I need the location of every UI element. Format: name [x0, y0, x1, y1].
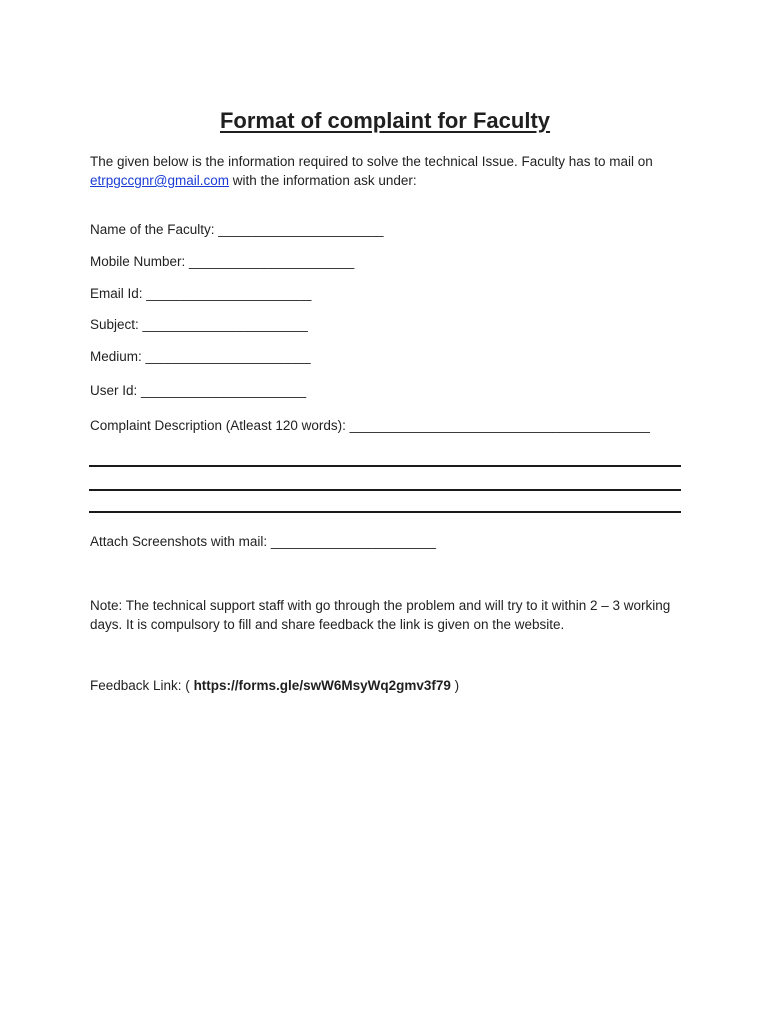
field-faculty-name: Name of the Faculty: ______________________ [90, 222, 384, 237]
intro-text-after: with the information ask under: [229, 173, 417, 188]
field-attach-screenshots: Attach Screenshots with mail: ______________________ [90, 534, 437, 549]
page-title: Format of complaint for Faculty [219, 108, 551, 133]
description-line [89, 511, 681, 513]
intro-text-before: The given below is the information required to solve the technical Issue. Faculty has to mail on [90, 154, 653, 169]
field-complaint-description: Complaint Description (Atleast 120 words): ________________________________________ [90, 418, 650, 433]
field-user-id: User Id: ______________________ [90, 383, 307, 398]
description-line [89, 489, 681, 491]
field-subject: Subject: ______________________ [90, 317, 308, 332]
feedback-prefix: Feedback Link: ( [90, 678, 194, 693]
field-email-id: Email Id: ______________________ [90, 286, 312, 301]
email-link[interactable]: etrpgccgnr@gmail.com [90, 173, 230, 188]
description-line [89, 465, 681, 467]
feedback-suffix: ) [450, 678, 460, 693]
feedback-line [90, 678, 459, 693]
field-medium: Medium: ______________________ [90, 349, 311, 364]
feedback-link[interactable]: https://forms.gle/swW6MsyWq2gmv3f79 [193, 678, 451, 693]
field-mobile-number: Mobile Number: ______________________ [90, 254, 355, 269]
intro-paragraph [90, 152, 690, 190]
note-paragraph: Note: The technical support staff with go through the problem and will try to it within 2 – 3 working days. It is compulsory to fill and share feedback the link is given on the website. [90, 598, 671, 632]
